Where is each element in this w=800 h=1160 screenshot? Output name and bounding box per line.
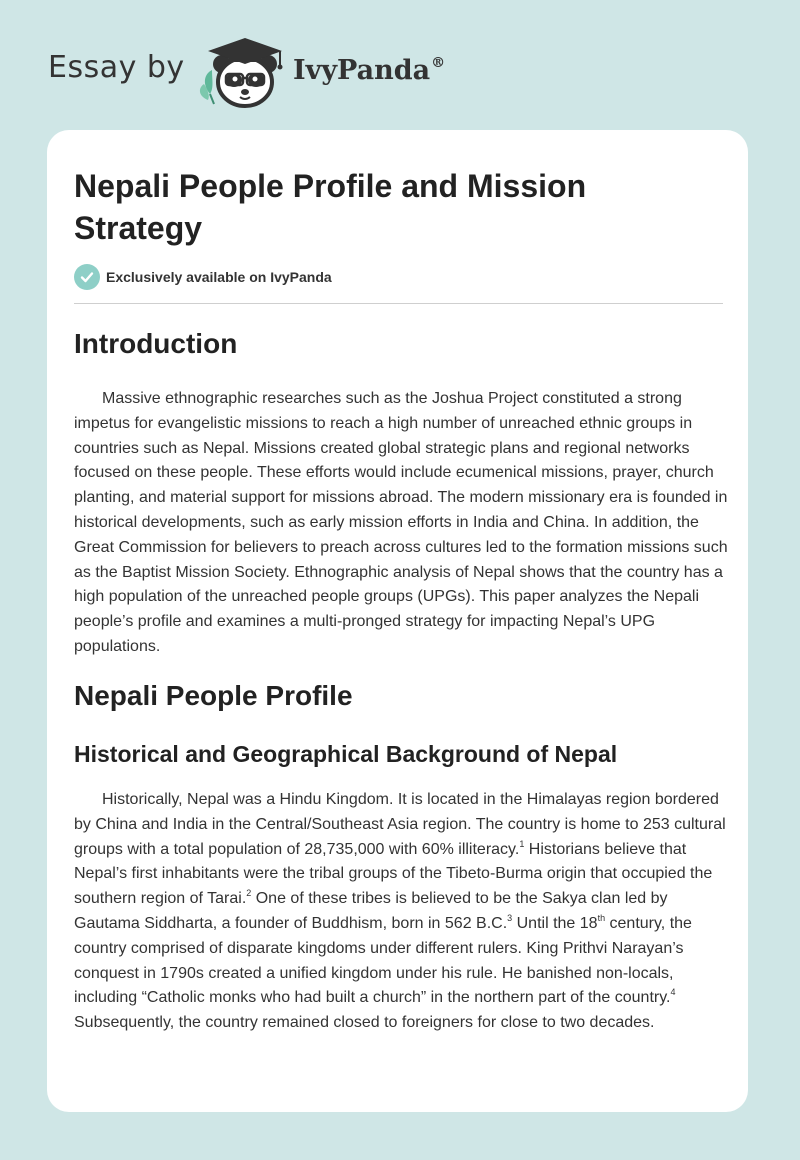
footnote-ref-2[interactable]: 2: [246, 888, 252, 899]
paragraph-text: One of these tribes is believed to be the Sakya clan led by Gautama Siddharta, a founder of Buddhism, born in 562 B.C.: [74, 890, 668, 932]
footnote-ref-1[interactable]: 1: [519, 838, 525, 849]
footnote-ref-4[interactable]: 4: [670, 987, 676, 998]
article-card: [47, 130, 748, 1112]
ivypanda-brand[interactable]: [293, 55, 445, 86]
paragraph-text: Subsequently, the country remained closed to foreigners for close to two decades.: [74, 1014, 655, 1032]
check-icon: [74, 264, 100, 290]
subheading-historical-background: Historical and Geographical Background of Nepal: [74, 741, 618, 767]
brand-name: IvyPanda: [293, 55, 431, 86]
footnote-ref-3[interactable]: 3: [507, 912, 513, 923]
page-title: Nepali People Profile and Mission Strategy: [74, 168, 587, 246]
title-divider: [74, 303, 723, 304]
exclusive-label: Exclusively available on IvyPanda: [106, 269, 332, 285]
registered-mark: ®: [431, 55, 446, 71]
introduction-paragraph: Massive ethnographic researches such as the Joshua Project constituted a strong impetus for evangelistic missions to reach a high number of unreached ethnic groups in countries such as Nepal. Missions created global strategic plans and regional networks focused on these people. These efforts would include ecumenical missions, prayer, church planting, and material support for missions abroad. The modern missionary era is founded in historical developments, such as early mission efforts in India and China. In addition, the Great Commission for believers to preach across cultures led to the formation missions such as the Baptist Mission Society. Ethnographic analysis of Nepal shows that the country has a high population of the unreached people groups (UPGs). This paper analyzes the Nepali people’s profile and examines a multi-pronged strategy for impacting Nepal’s UPG populations.: [74, 390, 728, 655]
exclusive-badge: [74, 264, 332, 290]
section-heading-nepali-people-profile: Nepali People Profile: [74, 680, 353, 711]
site-header: [0, 0, 800, 130]
panda-graduate-icon[interactable]: [196, 34, 292, 110]
ordinal-suffix: th: [597, 912, 606, 923]
historical-background-paragraph: [74, 788, 728, 1036]
section-heading-introduction: Introduction: [74, 328, 238, 359]
paragraph-text: Until the 18: [512, 914, 598, 932]
paragraph-text: Historically, Nepal was a Hindu Kingdom. It is located in the Himalayas region bordered by China and India in the Central/Southeast Asia region. The country is home to 253 cultural groups with a total population of 28,735,000 with 60% illiteracy.: [74, 791, 726, 858]
paragraph-text: century, the country comprised of disparate kingdoms under different rulers. King Prithvi Narayan’s conquest in 1790s created a unified kingdom under his rule. He banished non-locals, including “Catholic monks who had built a church” in the northern part of the country.: [74, 914, 692, 1007]
essay-by-label: Essay by: [48, 50, 185, 85]
paragraph-text: Historians believe that Nepal’s first inhabitants were the tribal groups of the Tibeto-Burma origin that occupied the southern region of Tarai.: [74, 840, 713, 908]
